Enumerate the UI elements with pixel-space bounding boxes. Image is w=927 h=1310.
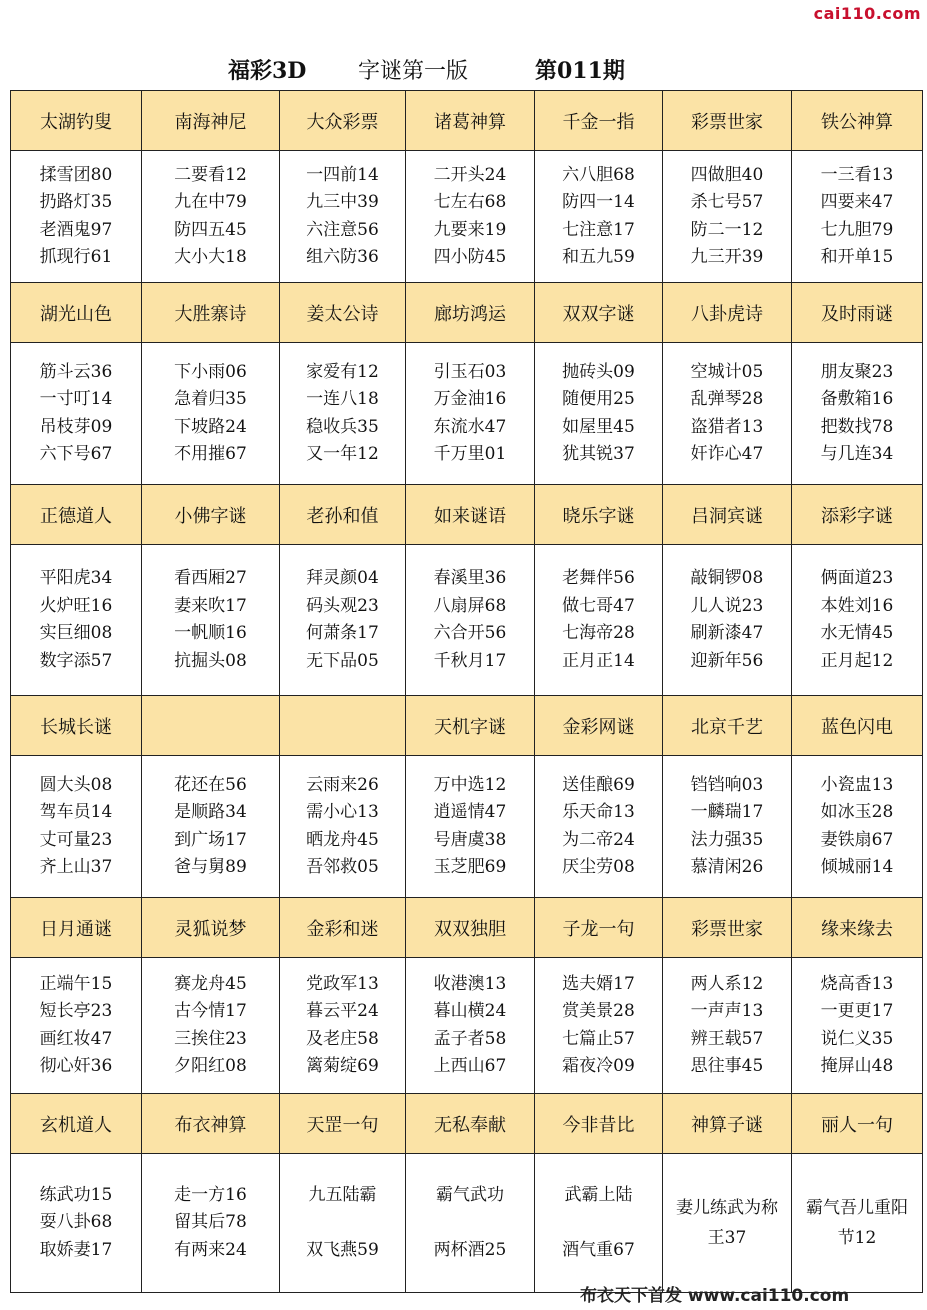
riddle-line: 九在中79 <box>174 192 247 212</box>
site-logo[interactable]: cai110.com <box>813 4 921 23</box>
riddle-line: 老舞伴56 <box>562 568 635 588</box>
riddle-cell <box>663 1154 792 1293</box>
riddle-line: 短长亭23 <box>39 1001 113 1021</box>
riddle-cell <box>280 343 406 485</box>
column-header: 天罡一句 <box>280 1094 406 1154</box>
riddle-line: 与几连34 <box>820 444 894 464</box>
riddle-line: 平阳虎34 <box>39 568 113 588</box>
riddle-cell <box>142 756 280 898</box>
riddle-line: 下小雨06 <box>174 361 247 382</box>
column-header: 彩票世家 <box>663 91 792 151</box>
riddle-line: 妻铁扇67 <box>820 829 894 850</box>
riddle-line: 抓现行61 <box>39 247 113 267</box>
riddle-line: 老酒鬼97 <box>39 219 113 240</box>
riddle-line: 两人系12 <box>690 973 764 994</box>
riddle-line: 正月起12 <box>820 650 894 671</box>
riddle-line: 需小心13 <box>306 802 379 822</box>
riddle-line: 六下号67 <box>39 444 113 464</box>
riddle-line: 霜夜冷09 <box>562 1056 635 1076</box>
title-issue: 第011期 <box>535 58 625 84</box>
riddle-line: 古今情17 <box>174 1001 247 1021</box>
riddle-cell <box>11 958 142 1094</box>
header-row <box>11 91 923 151</box>
riddle-line: 一声声13 <box>690 1001 764 1021</box>
riddle-cell <box>280 958 406 1094</box>
riddle-line: 盗猎者13 <box>690 416 764 437</box>
header-row <box>11 898 923 958</box>
column-header: 天机字谜 <box>406 696 535 756</box>
riddle-line: 一四前14 <box>306 164 379 185</box>
riddle-line: 火炉旺16 <box>39 595 113 616</box>
riddle-line: 筋斗云36 <box>39 361 113 382</box>
riddle-cell <box>11 756 142 898</box>
riddle-line: 把数找78 <box>820 416 894 437</box>
riddle-line: 九三中39 <box>306 192 379 212</box>
riddle-cell <box>792 545 923 696</box>
riddle-line: 四小防45 <box>433 247 507 267</box>
riddle-line: 七左右68 <box>433 192 507 212</box>
riddle-line: 东流水47 <box>433 416 507 437</box>
riddle-line: 正端午15 <box>39 973 113 994</box>
column-header: 及时雨谜 <box>792 283 923 343</box>
riddle-cell <box>535 151 663 283</box>
riddle-line: 万中选12 <box>433 774 507 795</box>
riddle-cell <box>406 151 535 283</box>
column-header: 湖光山色 <box>11 283 142 343</box>
riddle-line: 和开单15 <box>820 247 894 267</box>
riddle-line: 妻儿练武为称王37 <box>676 1198 778 1248</box>
column-header: 灵狐说梦 <box>142 898 280 958</box>
riddle-line: 取娇妻17 <box>39 1239 113 1260</box>
riddle-line: 引玉石03 <box>433 361 507 382</box>
riddle-line: 犹其锐37 <box>562 444 635 464</box>
riddle-cell <box>406 343 535 485</box>
riddle-line: 逍遥情47 <box>433 802 507 822</box>
riddle-line: 实巨细08 <box>39 623 113 643</box>
riddle-row <box>11 958 923 1094</box>
column-header: 小佛字谜 <box>142 485 280 545</box>
riddle-line: 大小大18 <box>174 247 247 267</box>
riddle-line: 乐天命13 <box>562 802 635 822</box>
riddle-line: 思往事45 <box>690 1056 764 1076</box>
column-header: 正德道人 <box>11 485 142 545</box>
riddle-line: 七海帝28 <box>562 623 635 643</box>
riddle-line: 二开头24 <box>433 164 507 185</box>
header-row <box>11 1094 923 1154</box>
header-row <box>11 283 923 343</box>
riddle-line: 爸与舅89 <box>174 857 247 877</box>
riddle-line: 花还在56 <box>174 774 247 795</box>
column-header: 玄机道人 <box>11 1094 142 1154</box>
riddle-line: 和五九59 <box>562 247 635 267</box>
riddle-line: 杀七号57 <box>690 192 764 212</box>
riddle-line: 千万里01 <box>433 444 507 464</box>
riddle-line: 党政军13 <box>306 973 379 994</box>
riddle-line: 拜灵颜04 <box>306 568 379 588</box>
riddle-cell <box>280 151 406 283</box>
riddle-line: 法力强35 <box>690 829 764 850</box>
riddle-line: 抛砖头09 <box>562 361 635 382</box>
riddle-line: 儿人说23 <box>690 595 764 616</box>
riddle-line: 码头观23 <box>306 595 379 616</box>
riddle-cell <box>792 1154 923 1293</box>
riddle-line: 厌尘劳08 <box>562 857 635 877</box>
column-header: 神算子谜 <box>663 1094 792 1154</box>
riddle-line: 掩屏山48 <box>820 1056 894 1076</box>
riddle-cell <box>142 1154 280 1293</box>
riddle-line: 一帆顺16 <box>174 623 247 643</box>
riddle-cell <box>142 545 280 696</box>
column-header: 八卦虎诗 <box>663 283 792 343</box>
column-header: 今非昔比 <box>535 1094 663 1154</box>
riddle-cell <box>11 545 142 696</box>
riddle-line: 千秋月17 <box>433 650 507 671</box>
riddle-line: 一三看13 <box>820 164 894 185</box>
title-lottery: 福彩3D <box>228 58 307 84</box>
riddle-line: 是顺路34 <box>174 802 247 822</box>
riddle-line: 七篇止57 <box>562 1028 635 1049</box>
riddle-cell <box>535 1154 663 1293</box>
riddle-line: 无下品05 <box>306 650 379 671</box>
riddle-cell <box>11 343 142 485</box>
riddle-line: 夕阳红08 <box>174 1056 247 1076</box>
page-title <box>0 54 927 86</box>
riddle-line: 俩面道23 <box>820 568 894 588</box>
riddle-line: 看西厢27 <box>174 568 247 588</box>
riddle-line: 下坡路24 <box>174 416 247 437</box>
riddle-line: 上西山67 <box>433 1056 507 1076</box>
riddle-line: 画红妆47 <box>39 1028 113 1049</box>
riddle-line: 酒气重67 <box>562 1240 635 1260</box>
riddle-line: 辨王载57 <box>690 1028 764 1049</box>
riddle-line: 两杯酒25 <box>433 1240 507 1260</box>
riddle-line: 云雨来26 <box>306 774 379 795</box>
riddle-line: 一寸叮14 <box>39 389 113 409</box>
riddle-line: 防二一12 <box>690 219 764 240</box>
column-header: 无私奉献 <box>406 1094 535 1154</box>
riddle-line: 送佳酿69 <box>562 774 635 795</box>
riddle-line: 吊枝芽09 <box>39 416 113 437</box>
column-header: 双双独胆 <box>406 898 535 958</box>
riddle-line: 组六防36 <box>306 247 379 267</box>
riddle-line: 有两来24 <box>174 1239 247 1260</box>
column-header: 吕洞宾谜 <box>663 485 792 545</box>
riddle-line: 说仁义35 <box>820 1028 894 1049</box>
column-header: 诸葛神算 <box>406 91 535 151</box>
riddle-cell <box>142 343 280 485</box>
riddle-line: 备敷箱16 <box>820 389 894 409</box>
riddle-line: 驾车员14 <box>39 802 113 822</box>
riddle-line: 春溪里36 <box>433 568 507 588</box>
riddle-line: 留其后78 <box>174 1212 247 1233</box>
riddle-line: 七注意17 <box>562 219 635 240</box>
riddle-line: 稳收兵35 <box>306 416 379 437</box>
riddle-line: 倾城丽14 <box>820 857 894 877</box>
riddle-line: 九五陆霸 <box>308 1185 377 1205</box>
riddle-line: 家爱有12 <box>306 361 379 382</box>
column-header: 金彩网谜 <box>535 696 663 756</box>
riddle-row <box>11 1154 923 1293</box>
riddle-cell <box>663 343 792 485</box>
riddle-line: 做七哥47 <box>562 595 635 616</box>
riddle-line: 抗掘头08 <box>174 650 247 671</box>
riddle-line: 三挨住23 <box>174 1028 247 1049</box>
riddle-cell <box>663 151 792 283</box>
column-header: 丽人一句 <box>792 1094 923 1154</box>
riddle-line: 九要来19 <box>433 219 507 240</box>
column-header: 北京千艺 <box>663 696 792 756</box>
riddle-line: 收港澳13 <box>433 973 507 994</box>
riddle-line: 四做胆40 <box>690 164 764 185</box>
riddle-line: 刷新漆47 <box>690 623 764 643</box>
riddle-line: 乱弹琴28 <box>690 389 764 409</box>
column-header: 姜太公诗 <box>280 283 406 343</box>
riddle-line: 揉雪团80 <box>39 164 113 185</box>
riddle-cell <box>11 151 142 283</box>
column-header: 彩票世家 <box>663 898 792 958</box>
riddle-cell <box>280 756 406 898</box>
column-header: 缘来缘去 <box>792 898 923 958</box>
riddle-line: 练武功15 <box>39 1184 113 1205</box>
riddle-line: 二要看12 <box>174 164 247 185</box>
riddle-line: 空城计05 <box>690 361 764 382</box>
riddle-line: 霸气武功 <box>436 1185 504 1205</box>
title-edition: 字谜第一版 <box>358 59 469 84</box>
footer-credit: 布衣天下首发 www.cai110.com <box>580 1286 850 1306</box>
riddle-line: 万金油16 <box>433 389 507 409</box>
riddle-line: 奸诈心47 <box>690 444 764 464</box>
riddle-cell <box>280 1154 406 1293</box>
riddle-cell <box>535 545 663 696</box>
header-row <box>11 485 923 545</box>
riddle-line: 暮山横24 <box>433 1001 507 1021</box>
header-row <box>11 696 923 756</box>
riddle-line: 走一方16 <box>174 1184 247 1205</box>
riddle-line: 彻心奸36 <box>39 1056 113 1076</box>
riddle-line: 铛铛响03 <box>690 774 764 795</box>
riddle-line: 随便用25 <box>562 389 635 409</box>
riddle-row <box>11 151 923 283</box>
riddle-cell <box>11 1154 142 1293</box>
riddle-line: 霸气吾儿重阳节12 <box>806 1198 908 1248</box>
column-header: 子龙一句 <box>535 898 663 958</box>
riddle-line: 齐上山37 <box>39 857 113 877</box>
riddle-line: 本姓刘16 <box>820 595 894 616</box>
riddle-line: 耍八卦68 <box>39 1212 113 1233</box>
column-header: 晓乐字谜 <box>535 485 663 545</box>
riddle-line: 妻来吹17 <box>174 595 247 616</box>
column-header: 大胜寨诗 <box>142 283 280 343</box>
riddle-cell <box>663 958 792 1094</box>
riddle-line: 九三开39 <box>690 247 764 267</box>
riddle-line: 烧高香13 <box>820 973 894 994</box>
riddle-line: 七九胆79 <box>820 219 894 240</box>
riddle-cell <box>535 343 663 485</box>
riddle-line: 防四一14 <box>562 192 635 212</box>
column-header: 双双字谜 <box>535 283 663 343</box>
riddle-cell <box>792 343 923 485</box>
riddle-line: 如屋里45 <box>562 416 635 437</box>
column-header: 老孙和值 <box>280 485 406 545</box>
column-header: 大众彩票 <box>280 91 406 151</box>
riddle-line: 朋友聚23 <box>820 361 894 382</box>
riddle-line: 及老庄58 <box>306 1028 379 1049</box>
riddle-line: 到广场17 <box>174 829 247 850</box>
riddle-line: 数字添57 <box>39 650 113 671</box>
column-header: 长城长谜 <box>11 696 142 756</box>
riddle-line: 武霸上陆 <box>564 1185 633 1205</box>
riddle-cell <box>406 756 535 898</box>
riddle-line: 慕清闲26 <box>690 857 764 877</box>
riddle-cell <box>280 545 406 696</box>
column-header: 千金一指 <box>535 91 663 151</box>
riddle-line: 暮云平24 <box>306 1001 379 1021</box>
riddle-cell <box>792 958 923 1094</box>
column-header: 日月通谜 <box>11 898 142 958</box>
riddle-line: 如冰玉28 <box>820 802 894 822</box>
riddle-cell <box>142 151 280 283</box>
riddle-line: 小瓷盅13 <box>820 774 894 795</box>
riddle-table <box>10 90 923 1293</box>
column-header: 铁公神算 <box>792 91 923 151</box>
riddle-line: 号唐虞38 <box>433 829 507 850</box>
riddle-line: 为二帝24 <box>562 829 635 850</box>
column-header: 廊坊鸿运 <box>406 283 535 343</box>
column-header <box>280 696 406 756</box>
riddle-line: 正月正14 <box>562 650 635 671</box>
column-header: 如来谜语 <box>406 485 535 545</box>
column-header: 蓝色闪电 <box>792 696 923 756</box>
riddle-line: 选夫婿17 <box>562 973 635 994</box>
column-header <box>142 696 280 756</box>
riddle-line: 敲铜锣08 <box>690 568 764 588</box>
riddle-line: 水无情45 <box>820 623 894 643</box>
riddle-line: 扔路灯35 <box>39 192 113 212</box>
riddle-cell <box>663 756 792 898</box>
column-header: 添彩字谜 <box>792 485 923 545</box>
riddle-line: 八扇屏68 <box>433 595 507 616</box>
column-header: 布衣神算 <box>142 1094 280 1154</box>
riddle-line: 晒龙舟45 <box>306 829 379 850</box>
riddle-line: 双飞燕59 <box>306 1240 379 1260</box>
riddle-row <box>11 756 923 898</box>
riddle-cell <box>406 958 535 1094</box>
riddle-line: 玉芝肥69 <box>433 857 507 877</box>
riddle-line: 急着归35 <box>174 389 247 409</box>
riddle-line: 六注意56 <box>306 219 379 240</box>
riddle-line: 赛龙舟45 <box>174 973 247 994</box>
riddle-cell <box>792 151 923 283</box>
riddle-line: 迎新年56 <box>690 650 764 671</box>
riddle-line: 一麟瑞17 <box>690 802 764 822</box>
riddle-cell <box>663 545 792 696</box>
riddle-cell <box>535 756 663 898</box>
riddle-cell <box>792 756 923 898</box>
riddle-line: 一连八18 <box>306 389 379 409</box>
column-header: 南海神尼 <box>142 91 280 151</box>
riddle-line: 何萧条17 <box>306 623 379 643</box>
riddle-line: 丈可量23 <box>39 829 113 850</box>
riddle-line: 篱菊绽69 <box>306 1056 379 1076</box>
riddle-cell <box>142 958 280 1094</box>
riddle-line: 又一年12 <box>306 444 379 464</box>
riddle-row <box>11 343 923 485</box>
column-header: 太湖钓叟 <box>11 91 142 151</box>
riddle-cell <box>535 958 663 1094</box>
riddle-line: 一更更17 <box>820 1001 894 1021</box>
riddle-line: 防四五45 <box>174 219 247 240</box>
riddle-line: 六合开56 <box>433 623 507 643</box>
riddle-line: 圆大头08 <box>39 774 113 795</box>
riddle-row <box>11 545 923 696</box>
riddle-line: 六八胆68 <box>562 164 635 185</box>
riddle-cell <box>406 1154 535 1293</box>
riddle-cell <box>406 545 535 696</box>
riddle-line: 孟子者58 <box>433 1028 507 1049</box>
riddle-line: 四要来47 <box>820 192 894 212</box>
riddle-line: 吾邻救05 <box>306 857 379 877</box>
riddle-line: 赏美景28 <box>562 1001 635 1021</box>
column-header: 金彩和迷 <box>280 898 406 958</box>
riddle-line: 不用摧67 <box>174 444 247 464</box>
